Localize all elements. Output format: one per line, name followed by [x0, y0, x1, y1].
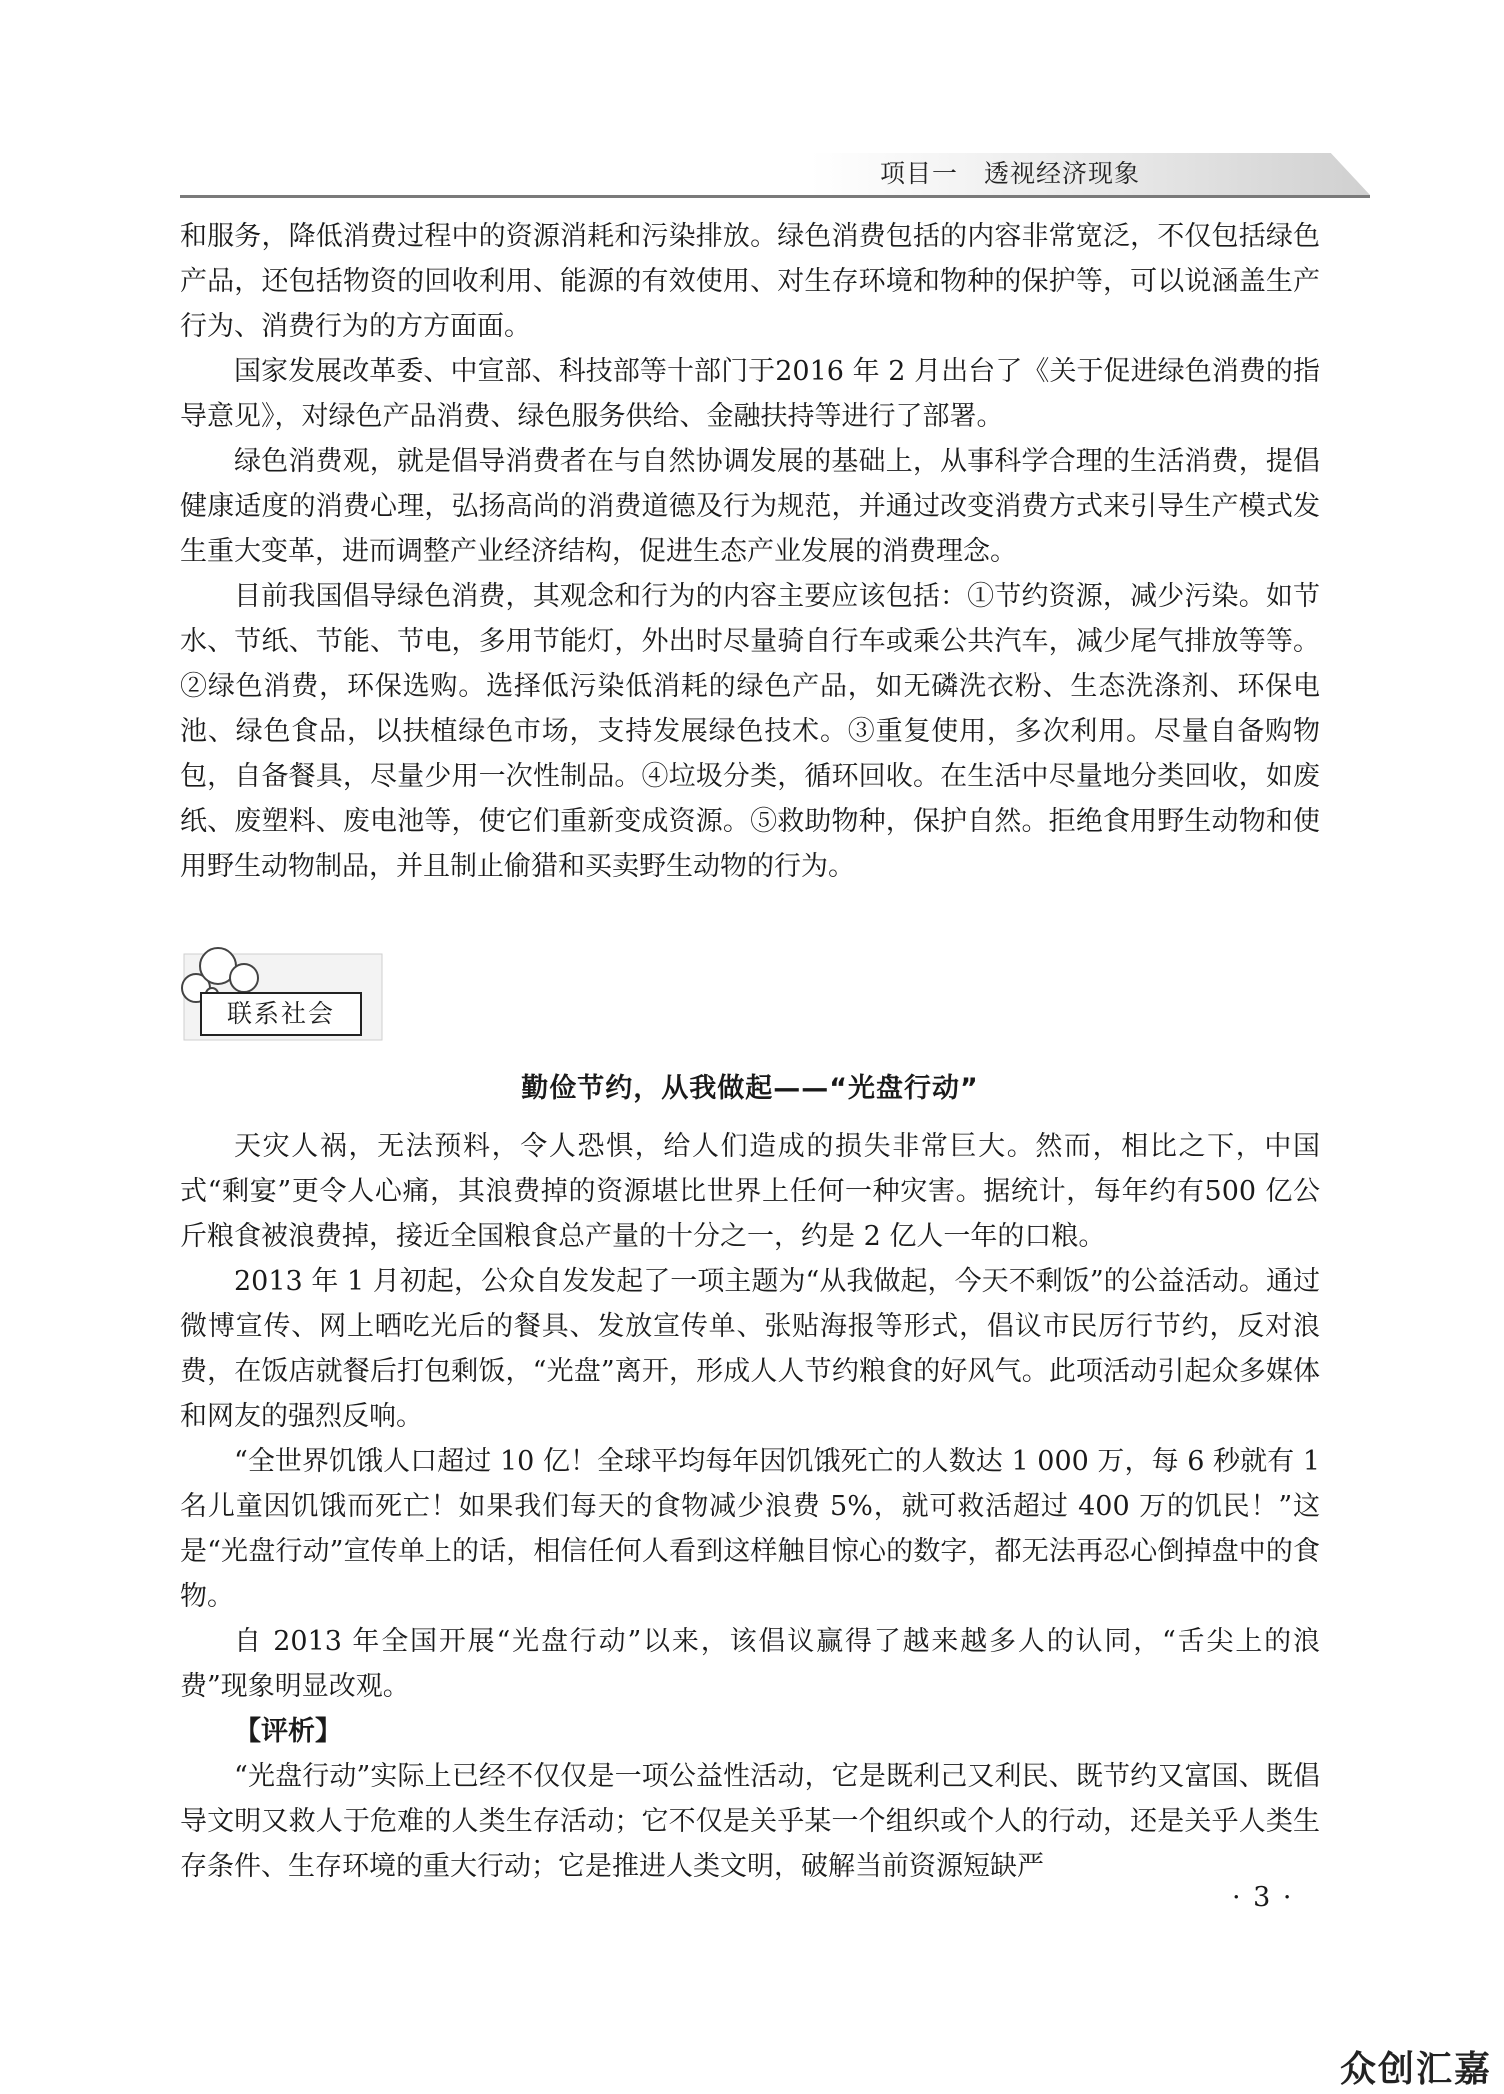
- intro-paragraph-1: 和服务，降低消费过程中的资源消耗和污染排放。绿色消费包括的内容非常宽泛，不仅包括绿色产品，还包括物资的回收利用、能源的有效使用、对生存环境和物种的保护等，可以说涵盖生产行为、消费行为的方方面面。: [180, 221, 1320, 342]
- article-paragraph-1: 天灾人祸，无法预料，令人恐惧，给人们造成的损失非常巨大。然而，相比之下，中国式“剩宴”更令人心痛，其浪费掉的资源堪比世界上任何一种灾害。据统计，每年约有500 亿公斤粮食被浪费掉，接近全国粮食总产量的十分之一，约是 2 亿人一年的口粮。: [180, 1131, 1320, 1252]
- article-paragraph-3: “全世界饥饿人口超过 10 亿！全球平均每年因饥饿死亡的人数达 1 000 万，每 6 秒就有 1 名儿童因饥饿而死亡！如果我们每天的食物减少浪费 5%，就可救活超过 400 万的饥民！”这是“光盘行动”宣传单上的话，相信任何人看到这样触目惊心的数字，都无法再忍心倒掉盘中的食物。: [180, 1446, 1320, 1612]
- section-badge-label: 联系社会: [200, 992, 362, 1036]
- header-rule: [180, 195, 1370, 198]
- intro-paragraph-2: 国家发展改革委、中宣部、科技部等十部门于2016 年 2 月出台了《关于促进绿色消费的指导意见》，对绿色产品消费、绿色服务供给、金融扶持等进行了部署。: [180, 356, 1320, 432]
- article-paragraph-4: 自 2013 年全国开展“光盘行动”以来，该倡议赢得了越来越多人的认同，“舌尖上的浪费”现象明显改观。: [180, 1626, 1320, 1702]
- article-paragraph-2: 2013 年 1 月初起，公众自发发起了一项主题为“从我做起，今天不剩饭”的公益活动。通过微博宣传、网上晒吃光后的餐具、发放宣传单、张贴海报等形式，倡议市民厉行节约，反对浪费，在饭店就餐后打包剩饭，“光盘”离开，形成人人节约粮食的好风气。此项活动引起众多媒体和网友的强烈反响。: [180, 1266, 1320, 1432]
- section-badge: [178, 944, 388, 1044]
- article-title: 勤俭节约，从我做起——“光盘行动”: [521, 1073, 979, 1104]
- intro-paragraph-4: 目前我国倡导绿色消费，其观念和行为的内容主要应该包括：①节约资源，减少污染。如节水、节纸、节能、节电，多用节能灯，外出时尽量骑自行车或乘公共汽车，减少尾气排放等等。②绿色消费，环保选购。选择低污染低消耗的绿色产品，如无磷洗衣粉、生态洗涤剂、环保电池、绿色食品，以扶植绿色市场，支持发展绿色技术。③重复使用，多次利用。尽量自备购物包，自备餐具，尽量少用一次性制品。④垃圾分类，循环回收。在生活中尽量地分类回收，如废纸、废塑料、废电池等，使它们重新变成资源。⑤救助物种，保护自然。拒绝食用野生动物和使用野生动物制品，并且制止偷猎和买卖野生动物的行为。: [180, 581, 1320, 882]
- analysis-paragraph: “光盘行动”实际上已经不仅仅是一项公益性活动，它是既利己又利民、既节约又富国、既倡导文明又救人于危难的人类生存活动；它不仅是关乎某一个组织或个人的行动，还是关乎人类生存条件、生存环境的重大行动；它是推进人类文明，破解当前资源短缺严: [180, 1761, 1320, 1882]
- running-header: [180, 152, 1370, 198]
- analysis-title: 【评析】: [234, 1716, 342, 1747]
- article-text: [180, 1124, 1320, 1889]
- intro-paragraph-3: 绿色消费观，就是倡导消费者在与自然协调发展的基础上，从事科学合理的生活消费，提倡健康适度的消费心理，弘扬高尚的消费道德及行为规范，并通过改变消费方式来引导生产模式发生重大变革，进而调整产业经济结构，促进生态产业发展的消费理念。: [180, 446, 1320, 567]
- header-section-title: 项目一 透视经济现象: [879, 159, 1140, 188]
- watermark-logo: 众创汇嘉: [1339, 2049, 1492, 2090]
- intro-text: [180, 214, 1320, 889]
- page-number: · 3 ·: [1232, 1882, 1294, 1913]
- analysis-heading: [180, 1709, 1320, 1754]
